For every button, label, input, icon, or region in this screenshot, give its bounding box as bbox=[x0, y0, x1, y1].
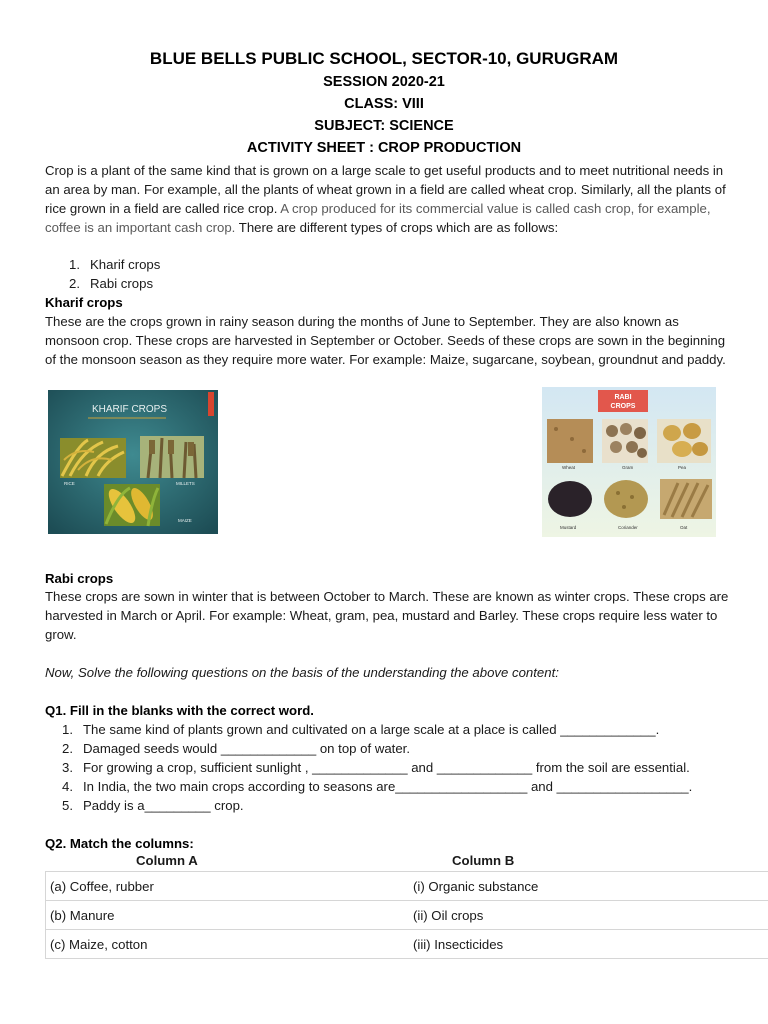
table-row bbox=[46, 872, 768, 901]
column-b-header: Column B bbox=[452, 853, 515, 868]
intro-part-3: There are different types of crops which are as follows: bbox=[235, 220, 559, 235]
rabi-crops-illustration bbox=[542, 387, 716, 537]
subject-line: SUBJECT: SCIENCE bbox=[314, 118, 454, 134]
list-text: Rabi crops bbox=[90, 276, 154, 291]
column-a-cell: (b) Manure bbox=[46, 901, 410, 930]
q1-heading: Q1. Fill in the blanks with the correct word. bbox=[45, 703, 314, 718]
list-text: Paddy is a_________ crop. bbox=[83, 798, 244, 813]
rabi-crops-image bbox=[542, 387, 716, 537]
column-a-cell: (a) Coffee, rubber bbox=[46, 872, 410, 901]
intro-cash-crop-sentence: A crop produced for its commercial value is called cash crop, for example, coffee is an important cash crop. bbox=[45, 201, 711, 235]
kharif-label-maize: MAIZE bbox=[178, 518, 192, 523]
class-line: CLASS: VIII bbox=[344, 96, 424, 112]
instruction-text: Now, Solve the following questions on the basis of the understanding the above content: bbox=[45, 665, 559, 680]
list-number: 1. bbox=[69, 257, 80, 272]
kharif-label-rice: RICE bbox=[64, 481, 75, 486]
list-item bbox=[62, 720, 692, 739]
q1-list bbox=[62, 720, 692, 815]
intro-paragraph bbox=[45, 161, 735, 237]
school-name: BLUE BELLS PUBLIC SCHOOL, SECTOR-10, GURUGRAM bbox=[149, 49, 619, 68]
list-item bbox=[69, 274, 160, 293]
q2-heading: Q2. Match the columns: bbox=[45, 836, 194, 851]
table-row bbox=[46, 930, 768, 959]
column-b-cell: (iii) Insecticides bbox=[409, 930, 768, 959]
session-line: SESSION 2020-21 bbox=[323, 74, 445, 90]
list-number: 5. bbox=[62, 798, 73, 813]
rabi-label-coriander: Coriander bbox=[618, 525, 638, 530]
list-item bbox=[62, 739, 692, 758]
rabi-label-oat: Oat bbox=[680, 525, 688, 530]
column-b-cell: (i) Organic substance bbox=[409, 872, 768, 901]
list-item bbox=[62, 777, 692, 796]
rabi-image-title-2: CROPS bbox=[610, 403, 636, 410]
rabi-image-title-1: RABI bbox=[614, 394, 632, 401]
column-b-cell: (ii) Oil crops bbox=[409, 901, 768, 930]
crop-types-list bbox=[69, 255, 160, 293]
list-number: 3. bbox=[62, 760, 73, 775]
list-number: 1. bbox=[62, 722, 73, 737]
list-text: For growing a crop, sufficient sunlight , _____________ and _____________ from the soil are essential. bbox=[83, 760, 690, 775]
rabi-heading: Rabi crops bbox=[45, 571, 114, 586]
list-text: The same kind of plants grown and cultivated on a large scale at a place is called _____________. bbox=[83, 722, 660, 737]
kharif-crops-illustration bbox=[48, 390, 218, 534]
list-item bbox=[69, 255, 160, 274]
list-text: In India, the two main crops according to seasons are__________________ and __________________. bbox=[83, 779, 693, 794]
list-number: 2. bbox=[62, 741, 73, 756]
list-text: Damaged seeds would _____________ on top of water. bbox=[83, 741, 411, 756]
kharif-crops-image bbox=[48, 390, 218, 534]
activity-title: ACTIVITY SHEET : CROP PRODUCTION bbox=[246, 140, 522, 156]
list-number: 2. bbox=[69, 276, 80, 291]
kharif-paragraph: These are the crops grown in rainy season during the months of June to September. They are also known as monsoon crop. These crops are harvested in September or October. Seeds of these crops are sown in the beginning of the monsoon season as they require more water. For example: Maize, sugarcane, soybean, groundnut and paddy. bbox=[45, 314, 726, 367]
column-a-cell: (c) Maize, cotton bbox=[46, 930, 410, 959]
kharif-image-title: KHARIF CROPS bbox=[92, 404, 168, 415]
kharif-label-millets: MILLETS bbox=[176, 481, 195, 486]
intro-part-1: Crop is a plant of the same kind that is grown on a large scale to get useful products and to meet nutritional needs in an area by man. For example, all the plants of wheat grown in a field are called wheat crop. Similarly, all the plants of rice grown in a field are called rice crop. bbox=[45, 163, 726, 216]
column-a-header: Column A bbox=[136, 853, 198, 868]
table-row bbox=[46, 901, 768, 930]
list-item bbox=[62, 796, 692, 815]
kharif-heading: Kharif crops bbox=[45, 295, 123, 310]
rabi-label-wheat: Wheat bbox=[562, 465, 576, 470]
list-number: 4. bbox=[62, 779, 73, 794]
rabi-label-pea: Pea bbox=[678, 465, 687, 470]
list-item bbox=[62, 758, 692, 777]
rabi-label-gram: Gram bbox=[622, 465, 634, 470]
rabi-paragraph: These crops are sown in winter that is between October to March. These are known as winter crops. These crops are harvested in March or April. For example: Wheat, gram, pea, mustard and Barley. These crops require less water to grow. bbox=[45, 589, 729, 642]
rabi-label-mustard: Mustard bbox=[560, 525, 577, 530]
list-text: Kharif crops bbox=[90, 257, 161, 272]
match-table bbox=[45, 871, 768, 959]
